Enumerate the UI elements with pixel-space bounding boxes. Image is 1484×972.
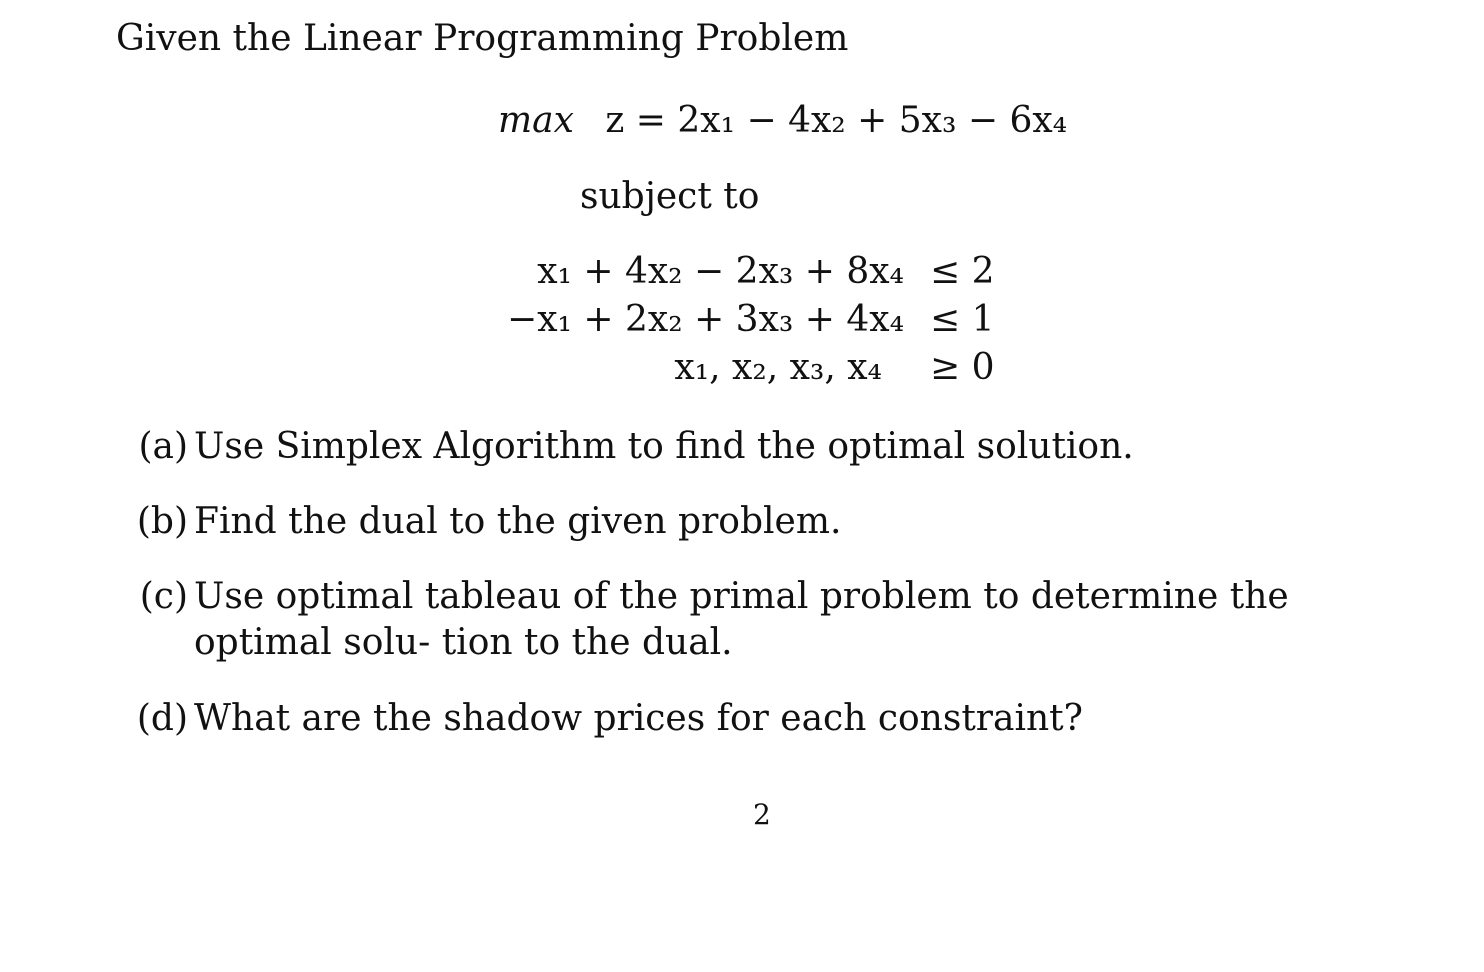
- objective-keyword: max: [498, 100, 574, 141]
- question-c-text: Use optimal tableau of the primal problem to determine the optimal solu- tion to the dual.: [194, 576, 1289, 663]
- objective-expression: z = 2x₁ − 4x₂ + 5x₃ − 6x₄: [605, 100, 1068, 141]
- page-number: 2: [753, 798, 771, 831]
- constraint-1-lhs: x₁ + 4x₂ − 2x₃ + 8x₄: [537, 251, 904, 292]
- constraint-1-rhs-row: [930, 248, 1010, 296]
- constraint-2-lhs-row: [507, 296, 904, 344]
- question-d-label: (d): [136, 698, 188, 739]
- nonnegativity-rhs-row: [930, 344, 1010, 392]
- constraint-1-rhs: ≤ 2: [930, 251, 995, 292]
- nonnegativity-rhs: ≥ 0: [930, 347, 995, 388]
- question-b-text: Find the dual to the given problem.: [194, 501, 842, 542]
- question-b-label: (b): [136, 501, 188, 542]
- constraint-1-lhs-row: [530, 248, 904, 296]
- question-c-label: (c): [139, 576, 188, 617]
- question-a-text: Use Simplex Algorithm to find the optimal solution.: [194, 426, 1134, 467]
- nonnegativity-lhs-row: [530, 344, 904, 392]
- constraint-2-lhs: −x₁ + 2x₂ + 3x₃ + 4x₄: [507, 299, 904, 340]
- nonnegativity-lhs: x₁, x₂, x₃, x₄: [674, 347, 882, 388]
- subject-to-label: subject to: [580, 176, 760, 217]
- objective-function: [498, 98, 1067, 144]
- intro-text: Given the Linear Programming Problem: [116, 18, 849, 59]
- constraint-2-rhs-row: [930, 296, 1010, 344]
- constraint-2-rhs: ≤ 1: [930, 299, 995, 340]
- question-d-text: What are the shadow prices for each constraint?: [194, 698, 1083, 739]
- question-a-label: (a): [138, 426, 188, 467]
